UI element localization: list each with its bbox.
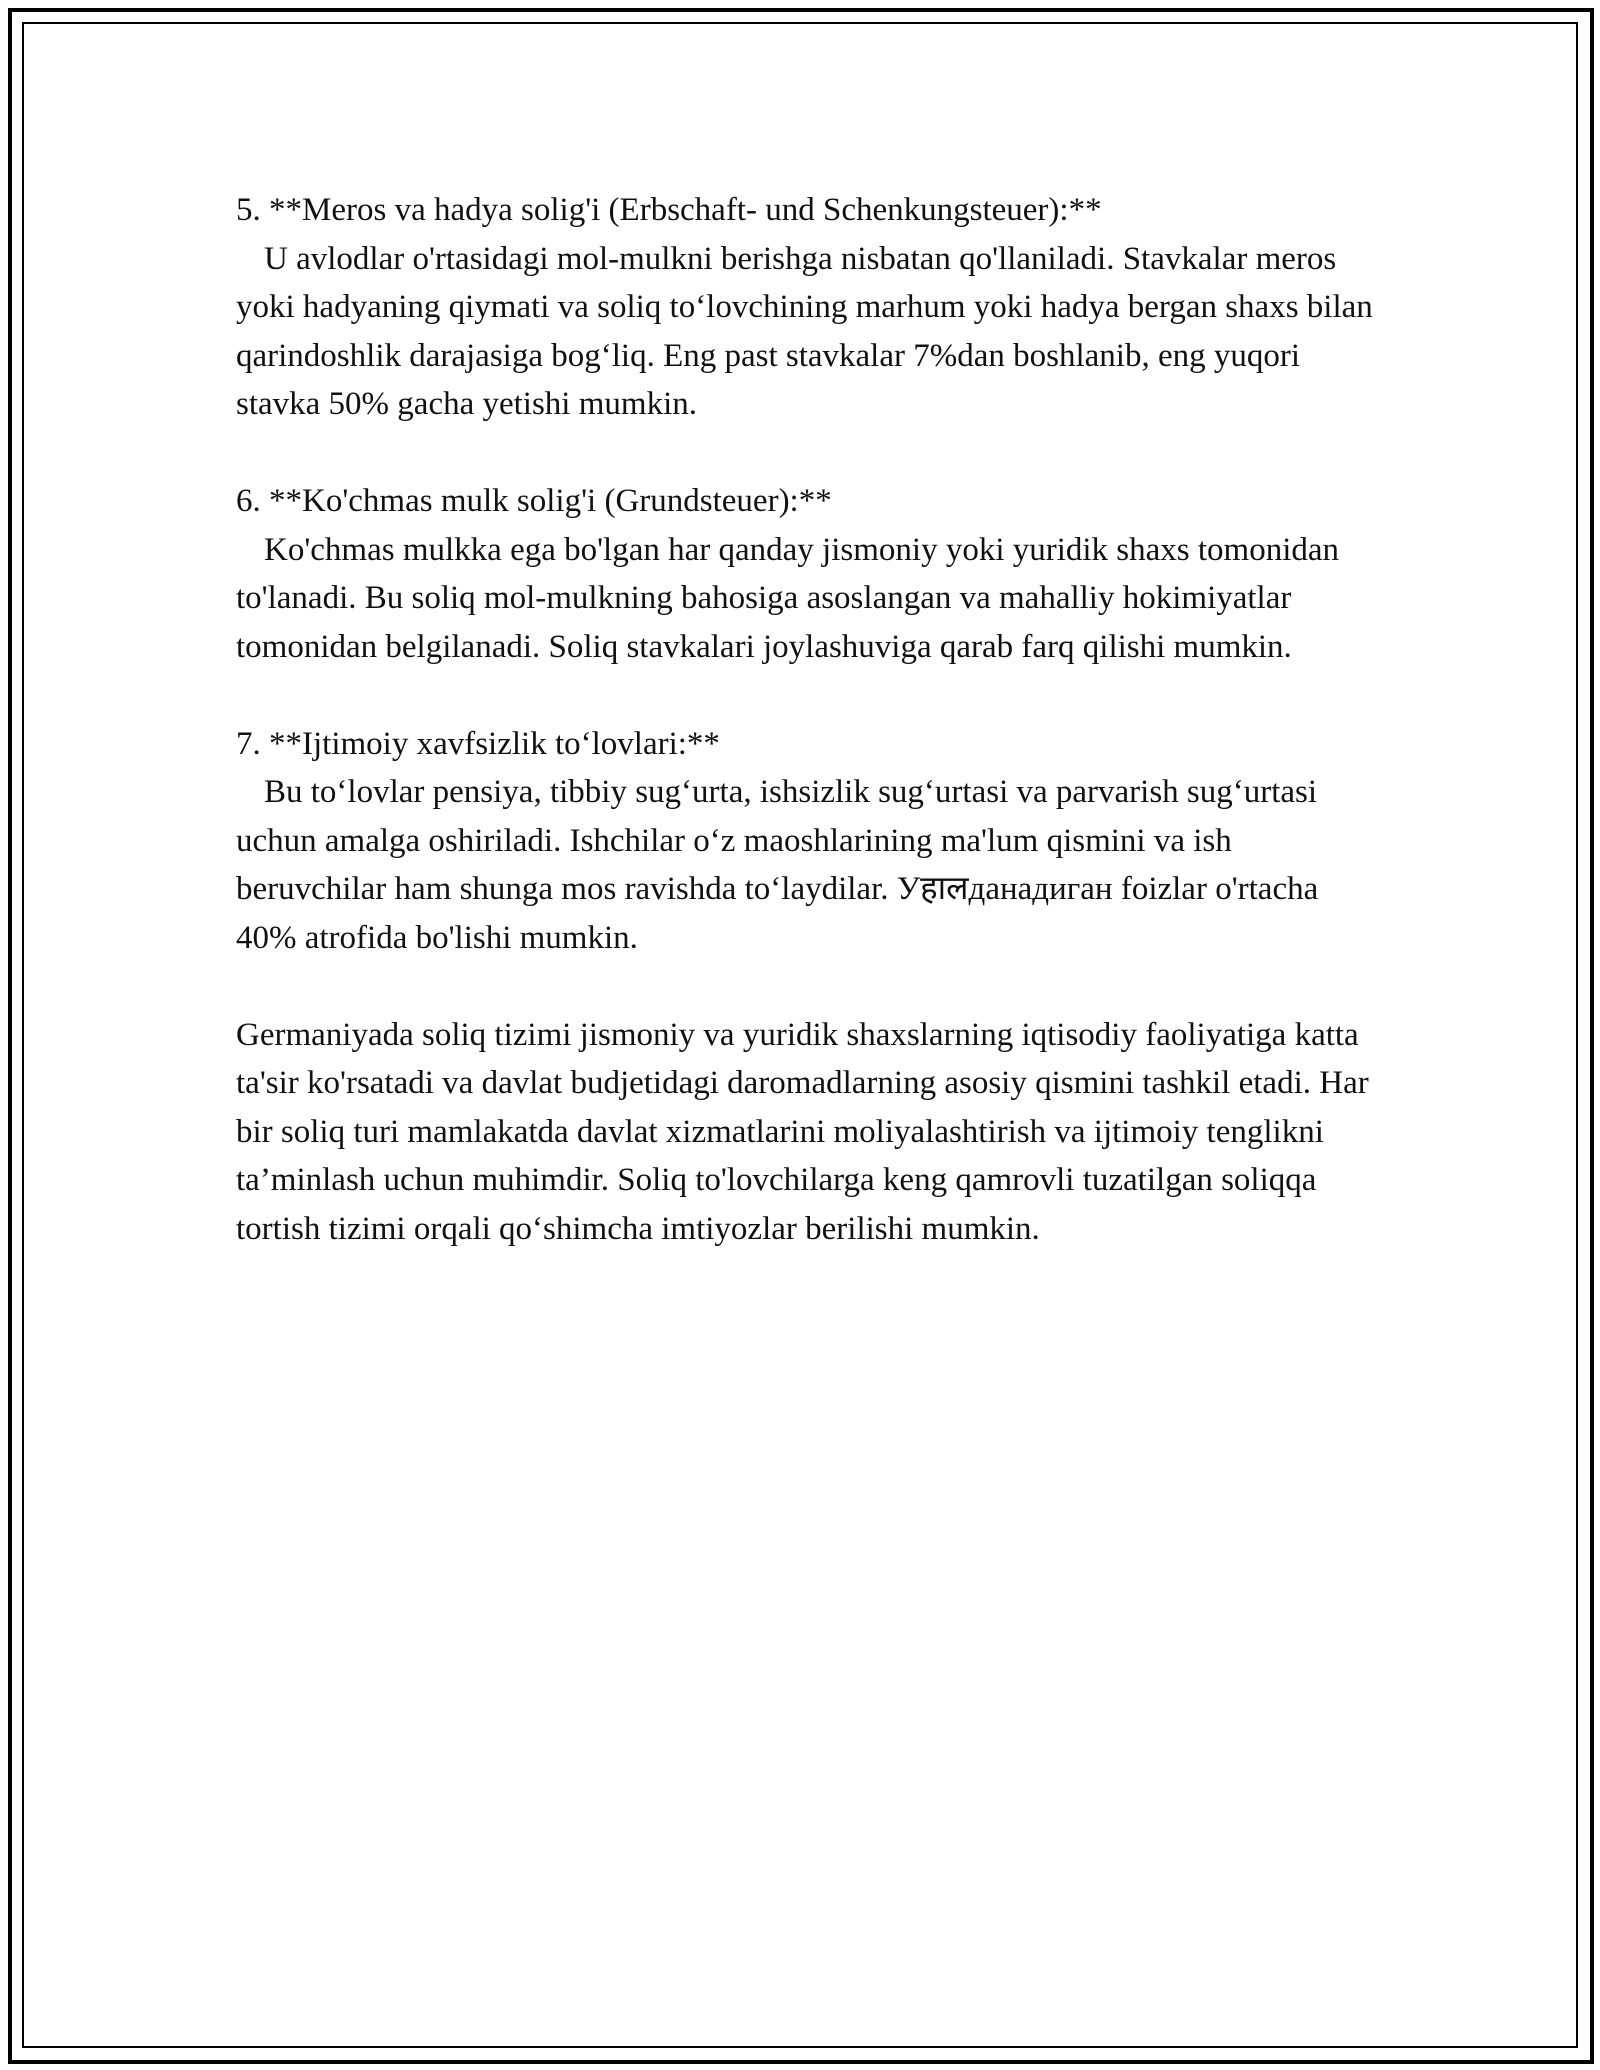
section-paragraph: Bu to‘lovlar pensiya, tibbiy sug‘urta, ishsizlik sug‘urtasi va parvarish sug‘urtasi uchun amalga oshiriladi. Ishchilar o‘z maoshlarining ma'lum qismini va ish beruvchilar ham shunga mos ravishda to‘laydilar. Уहालданадиган foizlar o'rtacha 40% atrofida bo'lishi mumkin. [236, 774, 1319, 956]
section-social-security [236, 720, 1386, 963]
section-paragraph: U avlodlar o'rtasidagi mol-mulkni berishga nisbatan qo'llaniladi. Stavkalar meros yoki hadyaning qiymati va soliq to‘lovchining marhum yoki hadya bergan shaxs bilan qarindoshlik darajasiga bog‘liq. Eng past stavkalar 7%dan boshlanib, eng yuqori stavka 50% gacha yetishi mumkin. [236, 240, 1373, 422]
document-body [236, 186, 1386, 1253]
section-inheritance-tax [236, 186, 1386, 429]
section-property-tax [236, 477, 1386, 671]
closing-paragraph: Germaniyada soliq tizimi jismoniy va yuridik shaxslarning iqtisodiy faoliyatiga katta ta'sir ko'rsatadi va davlat budjetidagi daromadlarning asosiy qismini tashkil etadi. Har bir soliq turi mamlakatda davlat xizmatlarini moliyalashtirish va ijtimoiy tenglikni ta’minlash uchun muhimdir. Soliq to'lovchilarga keng qamrovli tuzatilgan soliqqa tortish tizimi orqali qo‘shimcha imtiyozlar berilishi mumkin. [236, 1016, 1369, 1247]
section-heading: 7. **Ijtimoiy xavfsizlik to‘lovlari:** [236, 725, 720, 762]
section-paragraph: Ko'chmas mulkka ega bo'lgan har qanday jismoniy yoki yuridik shaxs tomonidan to'lanadi. Bu soliq mol-mulkning bahosiga asoslangan va mahalliy hokimiyatlar tomonidan belgilanadi. Soliq stavkalari joylashuviga qarab farq qilishi mumkin. [236, 531, 1340, 665]
section-heading: 6. **Ko'chmas mulk solig'i (Grundsteuer):** [236, 483, 832, 519]
section-heading: 5. **Meros va hadya solig'i (Erbschaft- und Schenkungsteuer):** [236, 192, 1102, 228]
